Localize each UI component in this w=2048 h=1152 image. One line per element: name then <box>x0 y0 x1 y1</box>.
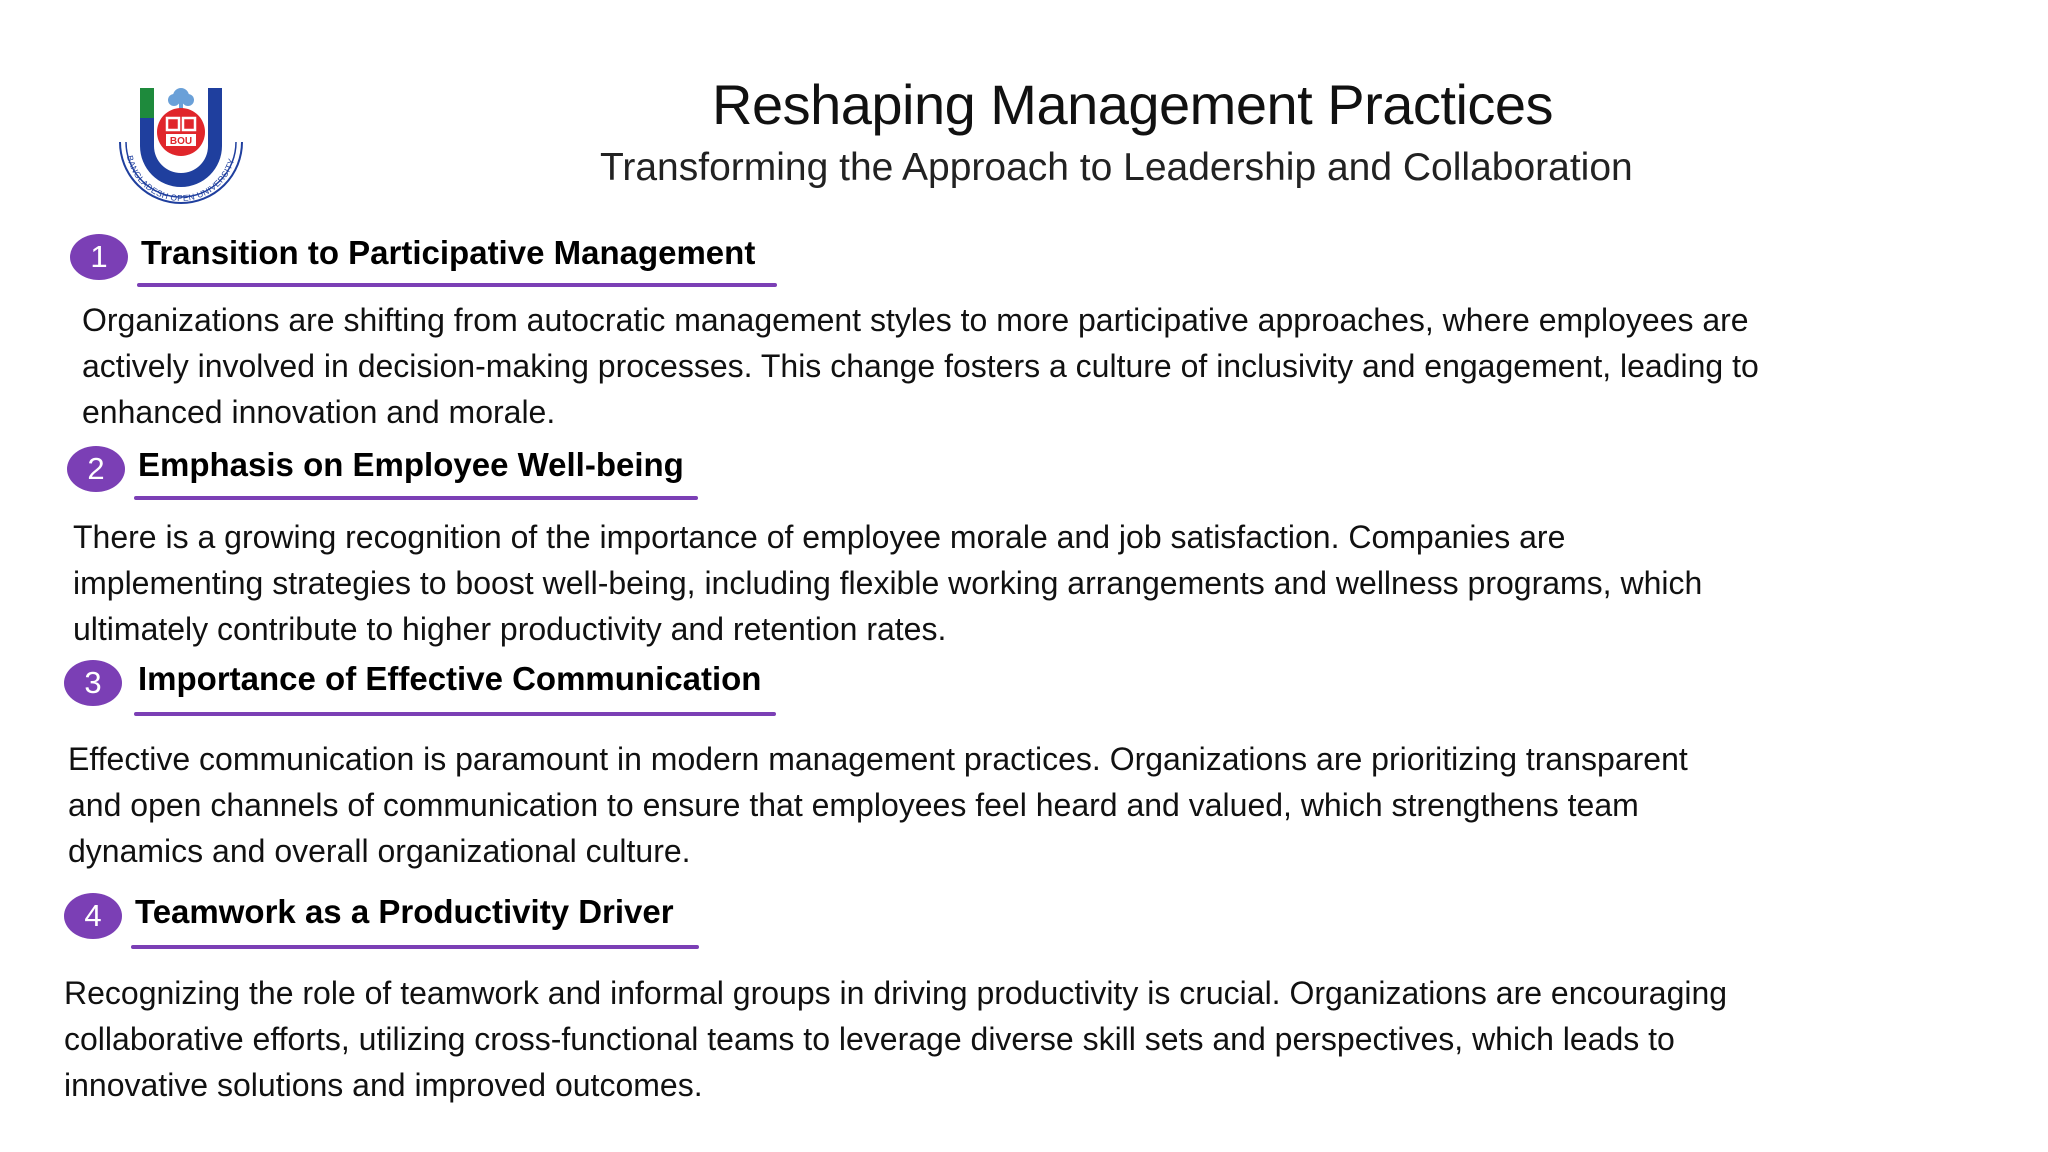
heading-underline <box>134 496 698 500</box>
heading-underline <box>131 945 699 949</box>
section-heading: Importance of Effective Communication <box>138 660 762 697</box>
body-line: and open channels of communication to ensure that employees feel heard and valued, which strengthens team <box>68 787 1639 823</box>
body-line: Recognizing the role of teamwork and informal groups in driving productivity is crucial. Organizations are encouraging <box>64 975 1728 1011</box>
page-title: Reshaping Management Practices <box>712 73 1554 136</box>
section-body <box>68 736 1688 874</box>
section-body <box>73 514 1702 652</box>
section-heading: Emphasis on Employee Well-being <box>138 446 684 483</box>
body-line: innovative solutions and improved outcomes. <box>64 1067 703 1103</box>
body-line: enhanced innovation and morale. <box>82 394 556 430</box>
number-badge: 2 <box>67 446 125 492</box>
section-heading: Transition to Participative Management <box>141 234 756 271</box>
number-badge: 3 <box>64 660 122 706</box>
bangladesh-open-university-logo-icon <box>112 84 250 206</box>
number-badge: 1 <box>70 234 128 280</box>
body-line: There is a growing recognition of the importance of employee morale and job satisfaction. Companies are <box>73 519 1566 555</box>
body-line: dynamics and overall organizational culture. <box>68 833 691 869</box>
body-line: Effective communication is paramount in modern management practices. Organizations are prioritizing transparent <box>68 741 1688 777</box>
heading-underline <box>137 283 777 287</box>
page-subtitle: Transforming the Approach to Leadership and Collaboration <box>600 146 1633 189</box>
number-badge: 4 <box>64 893 122 939</box>
body-line: implementing strategies to boost well-being, including flexible working arrangements and wellness programs, which <box>73 565 1703 601</box>
body-line: ultimately contribute to higher productivity and retention rates. <box>73 611 947 647</box>
section-body <box>64 970 1727 1108</box>
section-heading: Teamwork as a Productivity Driver <box>135 893 674 930</box>
section-body <box>82 297 1759 435</box>
logo-ring-text: BANGLADESH OPEN UNIVERSITY <box>124 154 237 204</box>
logo-badge-text: BOU <box>169 136 193 147</box>
body-line: collaborative efforts, utilizing cross-functional teams to leverage diverse skill sets and perspectives, which leads to <box>64 1021 1675 1057</box>
body-line: Organizations are shifting from autocratic management styles to more participative approaches, where employees are <box>82 302 1749 338</box>
university-logo <box>112 84 250 206</box>
heading-underline <box>134 712 776 716</box>
body-line: actively involved in decision-making processes. This change fosters a culture of inclusivity and engagement, leading to <box>82 348 1759 384</box>
